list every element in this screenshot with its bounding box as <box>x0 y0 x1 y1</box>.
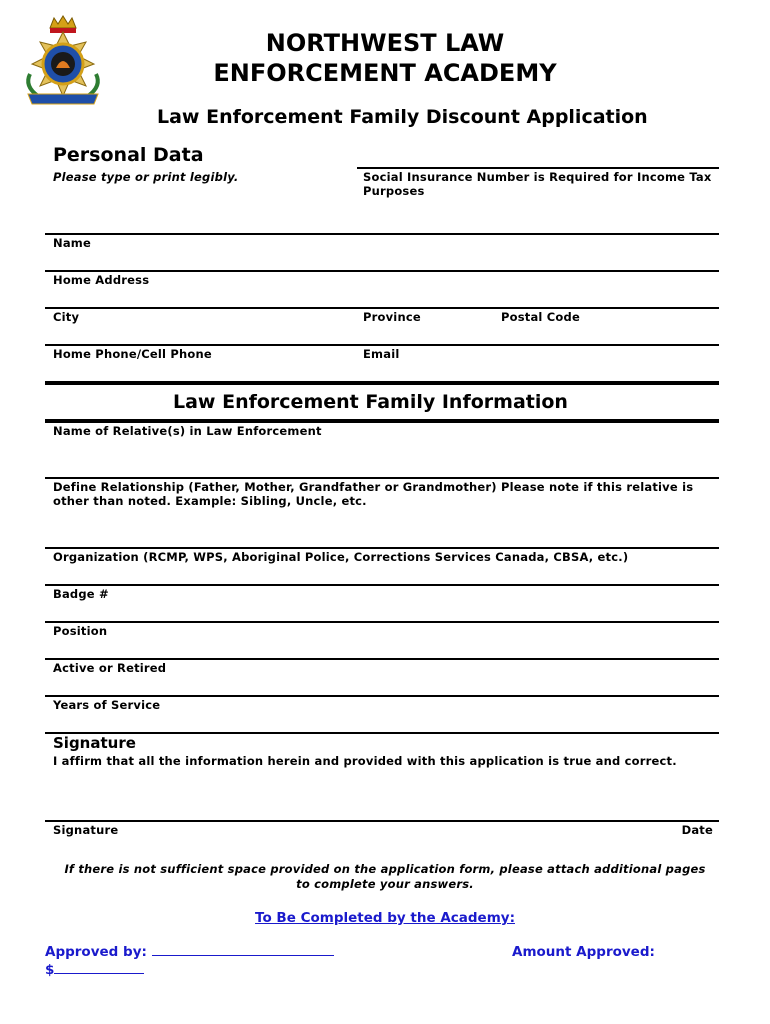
dollar-sign: $ <box>45 962 55 978</box>
relationship-rule <box>45 477 719 479</box>
province-field[interactable] <box>363 310 493 340</box>
academy-section-heading: To Be Completed by the Academy: <box>255 910 515 926</box>
name-rule <box>45 233 719 235</box>
family-section-bottom-rule <box>45 419 719 423</box>
family-section-top-rule <box>45 381 719 385</box>
organization-rule <box>45 547 719 549</box>
amount-line <box>54 963 144 974</box>
signature-label: Signature <box>53 823 119 837</box>
approved-by-field[interactable] <box>45 944 334 960</box>
relative-name-label: Name of Relative(s) in Law Enforcement <box>53 424 322 438</box>
status-rule <box>45 658 719 660</box>
active-retired-label: Active or Retired <box>53 661 167 675</box>
badge-field[interactable] <box>53 587 713 617</box>
academy-title-line2: ENFORCEMENT ACADEMY <box>213 59 557 87</box>
relationship-label: Define Relationship (Father, Mother, Grandfather or Grandmother) Please note if this relative is other than noted. Example: Sibling, Uncle, etc. <box>53 480 694 508</box>
signature-heading: Signature <box>53 734 136 752</box>
organization-field[interactable] <box>53 550 713 580</box>
name-field[interactable] <box>53 236 713 266</box>
years-of-service-label: Years of Service <box>53 698 161 712</box>
academy-title-line1: NORTHWEST LAW <box>265 29 505 57</box>
email-label: Email <box>363 347 400 361</box>
approved-by-label: Approved by: <box>45 944 147 960</box>
years-of-service-field[interactable] <box>53 698 713 728</box>
position-rule <box>45 621 719 623</box>
address-rule <box>45 270 719 272</box>
amount-approved-field[interactable] <box>45 962 144 978</box>
email-field[interactable] <box>363 347 713 377</box>
family-info-heading: Law Enforcement Family Information <box>173 391 568 413</box>
print-legibly-instruction: Please type or print legibly. <box>53 170 239 184</box>
postal-code-label: Postal Code <box>501 310 580 324</box>
amount-approved-label: Amount Approved: <box>512 944 655 960</box>
phone-rule <box>45 344 719 346</box>
home-address-label: Home Address <box>53 273 150 287</box>
city-label: City <box>53 310 80 324</box>
badge-label: Badge # <box>53 587 109 601</box>
organization-label: Organization (RCMP, WPS, Aboriginal Police, Corrections Services Canada, CBSA, etc.) <box>53 550 629 564</box>
home-address-field[interactable] <box>53 273 713 303</box>
years-rule <box>45 695 719 697</box>
personal-data-heading: Personal Data <box>53 144 204 166</box>
date-field[interactable] <box>600 823 713 841</box>
city-field[interactable] <box>53 310 353 340</box>
affirm-statement: I affirm that all the information herein and provided with this application is true and correct. <box>53 754 677 768</box>
sin-field-line <box>357 167 719 169</box>
postal-code-field[interactable] <box>501 310 713 340</box>
signature-section-rule <box>45 732 719 734</box>
active-retired-field[interactable] <box>53 661 713 691</box>
additional-pages-note: If there is not sufficient space provided on the application form, please attach additional pages to complete your answers. <box>64 862 706 891</box>
form-subtitle: Law Enforcement Family Discount Application <box>157 106 648 128</box>
approved-by-line <box>152 945 334 956</box>
position-field[interactable] <box>53 624 713 654</box>
name-label: Name <box>53 236 91 250</box>
signature-field[interactable] <box>53 823 353 841</box>
phone-field[interactable] <box>53 347 353 377</box>
police-crest-icon <box>20 14 106 108</box>
city-rule <box>45 307 719 309</box>
sin-note: Social Insurance Number is Required for Income Tax Purposes <box>363 170 712 198</box>
signature-line <box>45 820 719 822</box>
relationship-field[interactable] <box>53 480 715 542</box>
relative-name-field[interactable] <box>53 424 713 474</box>
date-label: Date <box>681 823 713 837</box>
position-label: Position <box>53 624 108 638</box>
badge-rule <box>45 584 719 586</box>
phone-label: Home Phone/Cell Phone <box>53 347 212 361</box>
province-label: Province <box>363 310 421 324</box>
